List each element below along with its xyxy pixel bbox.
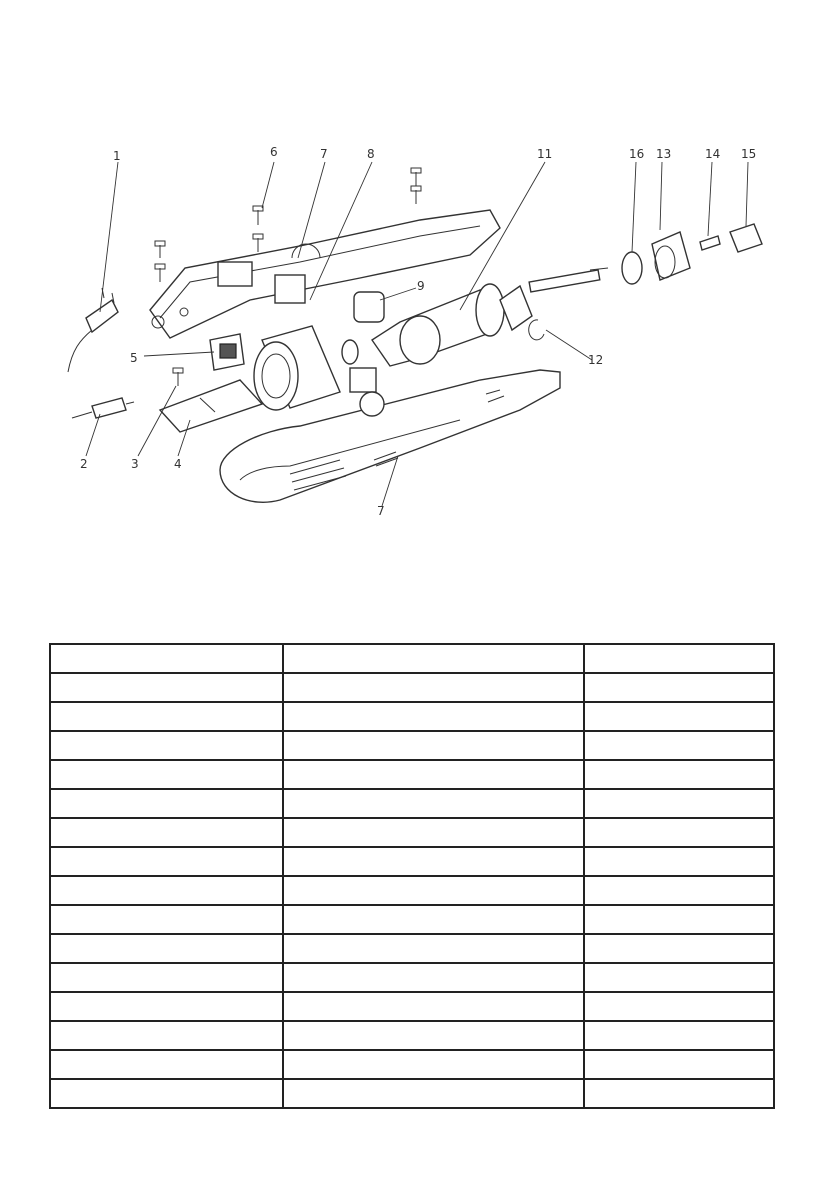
table-cell: [283, 731, 584, 760]
table-cell: [283, 963, 584, 992]
table-cell: [584, 847, 774, 876]
table-cell: [50, 702, 283, 731]
power-plug-part: [68, 288, 118, 372]
bearing-part: [342, 292, 384, 364]
table-cell: [50, 731, 283, 760]
callout-7-bottom: 7: [377, 504, 385, 518]
table-cell: [584, 1079, 774, 1108]
table-cell: [584, 992, 774, 1021]
callout-6: 6: [270, 145, 278, 159]
table-cell: [50, 934, 283, 963]
callout-3: 3: [131, 457, 139, 471]
table-cell: [283, 789, 584, 818]
table-cell: [283, 673, 584, 702]
callout-8: 8: [367, 147, 375, 161]
callout-9: 9: [417, 279, 425, 293]
table-cell: [584, 673, 774, 702]
table-cell: [50, 992, 283, 1021]
table-row: [50, 702, 774, 731]
table-cell: [584, 818, 774, 847]
table-cell: [283, 1021, 584, 1050]
table-cell: [50, 644, 283, 673]
parts-list-body: [50, 644, 774, 1108]
callout-7-top: 7: [320, 147, 328, 161]
table-row: [50, 760, 774, 789]
table-cell: [283, 1079, 584, 1108]
table-cell: [584, 702, 774, 731]
motor-armature-part: [372, 268, 608, 366]
callout-13: 13: [656, 147, 672, 161]
table-cell: [50, 1050, 283, 1079]
table-cell: [584, 644, 774, 673]
table-row: [50, 1021, 774, 1050]
table-row: [50, 847, 774, 876]
table-row: [50, 673, 774, 702]
table-cell: [283, 644, 584, 673]
table-cell: [283, 876, 584, 905]
collet-part: [700, 236, 720, 250]
table-cell: [283, 1050, 584, 1079]
callout-2: 2: [80, 457, 88, 471]
table-row: [50, 1079, 774, 1108]
cord-strain-relief-part: [72, 398, 134, 418]
table-cell: [50, 876, 283, 905]
table-row: [50, 789, 774, 818]
collet-ring-part: [622, 252, 642, 284]
callout-15: 15: [741, 147, 757, 161]
table-row: [50, 731, 774, 760]
table-cell: [283, 702, 584, 731]
table-cell: [584, 876, 774, 905]
table-cell: [50, 1021, 283, 1050]
exploded-view-diagram: [0, 130, 822, 530]
collet-nut-part: [730, 224, 762, 252]
table-cell: [584, 905, 774, 934]
callout-12: 12: [588, 353, 604, 367]
callout-1: 1: [113, 149, 121, 163]
table-cell: [50, 1079, 283, 1108]
callout-14: 14: [705, 147, 721, 161]
table-cell: [50, 818, 283, 847]
table-cell: [584, 1050, 774, 1079]
table-row: [50, 644, 774, 673]
callout-5: 5: [130, 351, 138, 365]
collet-housing-part: [652, 232, 690, 280]
table-row: [50, 905, 774, 934]
table-cell: [584, 1021, 774, 1050]
table-row: [50, 818, 774, 847]
table-cell: [584, 731, 774, 760]
table-cell: [50, 847, 283, 876]
table-cell: [50, 963, 283, 992]
table-cell: [584, 934, 774, 963]
table-cell: [50, 760, 283, 789]
table-row: [50, 963, 774, 992]
callout-11: 11: [537, 147, 553, 161]
callout-16: 16: [629, 147, 645, 161]
table-row: [50, 876, 774, 905]
table-cell: [50, 789, 283, 818]
power-switch-part: [210, 334, 244, 370]
table-cell: [584, 963, 774, 992]
table-cell: [283, 818, 584, 847]
motor-stator-part: [254, 326, 340, 410]
table-row: [50, 1050, 774, 1079]
retaining-clip-part: [529, 320, 544, 340]
parts-list-table: [49, 643, 775, 1109]
callout-4: 4: [174, 457, 182, 471]
table-row: [50, 934, 774, 963]
table-row: [50, 992, 774, 1021]
table-cell: [283, 760, 584, 789]
table-cell: [283, 992, 584, 1021]
table-cell: [283, 934, 584, 963]
table-cell: [584, 760, 774, 789]
table-cell: [50, 673, 283, 702]
table-cell: [50, 905, 283, 934]
table-cell: [283, 905, 584, 934]
table-cell: [283, 847, 584, 876]
table-cell: [584, 789, 774, 818]
